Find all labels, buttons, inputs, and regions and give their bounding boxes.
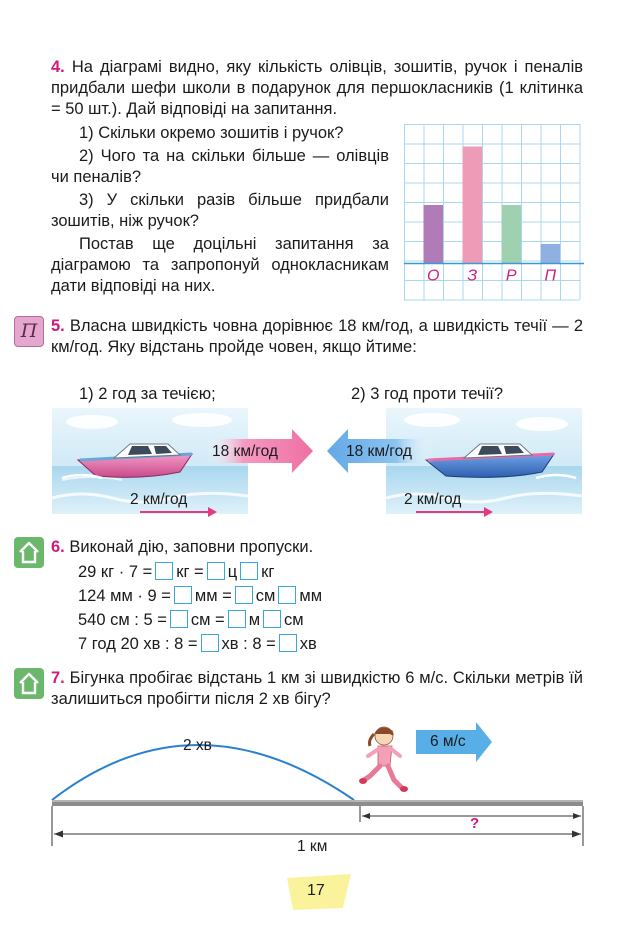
task4-text: На діаграмі видно, яку кількість олівців, зошитів, ручок і пеналів придбали шефи школи в подарунок для першокласників (1 клітинка = 50 шт.). Дай відповіді на запитання.: [51, 58, 583, 118]
bar-1: [424, 205, 444, 264]
answer-box[interactable]: [278, 586, 296, 604]
answer-box[interactable]: [263, 610, 281, 628]
answer-box[interactable]: [240, 562, 258, 580]
unit: см: [255, 587, 276, 605]
task5-number: 5.: [51, 317, 65, 335]
bar-2: [463, 147, 483, 264]
distance-label: 1 км: [297, 838, 328, 855]
unit: ц: [227, 563, 238, 581]
speed-label: 6 м/с: [430, 733, 466, 750]
bar-3: [502, 205, 522, 264]
task4-q3: 3) У скільки разів більше придбали зошитів, ніж ручок?: [51, 191, 389, 230]
page-number: 17: [307, 882, 325, 899]
house-icon: [14, 537, 44, 568]
current-speed-label-2: 2 км/год: [404, 491, 462, 508]
answer-box[interactable]: [279, 634, 297, 652]
answer-box[interactable]: [201, 634, 219, 652]
task5-option-1: 1) 2 год за течією;: [79, 385, 216, 403]
task5-text: Власна швидкість човна дорівнює 18 км/год, а швидкість течії — 2 км/год. Яку відстань пройде човен, якщо йтиме:: [51, 317, 583, 356]
task4-questions: [51, 123, 389, 297]
category-label-2: З: [467, 267, 478, 285]
task4-q2: 2) Чого та на скільки більше — олівців чи пеналів?: [51, 147, 389, 186]
answer-box[interactable]: [170, 610, 188, 628]
expr-3: 540 см : 5 =: [78, 611, 167, 629]
task5-text-block: [51, 316, 583, 358]
task4-intro: [51, 57, 583, 120]
task6-line-4: [78, 634, 317, 655]
task7-text-block: [51, 668, 583, 710]
unit: см: [284, 611, 304, 629]
task4-q1: 1) Скільки окремо зошитів і ручок?: [79, 124, 344, 142]
current-arrow-2: [416, 506, 494, 518]
unit: кг: [261, 563, 275, 581]
category-label-1: О: [427, 267, 440, 285]
unit: хв: [299, 635, 317, 653]
category-label-4: П: [544, 267, 557, 285]
task7-home-tag: [14, 668, 44, 699]
task6-home-tag: [14, 537, 44, 568]
boat-speed-label-1: 18 км/год: [212, 443, 278, 460]
question-mark: ?: [470, 815, 480, 832]
unit: см =: [190, 611, 225, 629]
current-speed-label-1: 2 км/год: [130, 491, 188, 508]
task7-number: 7.: [51, 669, 65, 687]
task4-q4: Постав ще доцільні запитання за діаграмою та запропонуй однокласникам дати відповіді на них.: [51, 235, 389, 295]
task6-line-1: [78, 562, 274, 583]
unit: хв : 8 =: [221, 635, 276, 653]
unit: мм =: [194, 587, 232, 605]
unit: м: [248, 611, 261, 629]
unit: мм: [299, 587, 323, 605]
expr-1: 29 кг · 7 =: [78, 563, 153, 581]
bar-chart: [404, 124, 584, 304]
answer-box[interactable]: [155, 562, 173, 580]
task6-number: 6.: [51, 538, 65, 556]
task7-text: Бігунка пробігає відстань 1 км зі швидкістю 6 м/с. Скільки метрів їй залишиться пробігти після 2 хв бігу?: [51, 669, 583, 708]
bar-4: [541, 244, 561, 264]
chart-categories: [427, 268, 556, 285]
task6-line-3: [78, 610, 304, 631]
task6-line-2: [78, 586, 322, 607]
time-label: 2 хв: [183, 737, 212, 754]
task5-tag-letter: П: [20, 320, 38, 342]
answer-box[interactable]: [228, 610, 246, 628]
task4-number: 4.: [51, 58, 65, 76]
task5-tag: [14, 316, 44, 347]
house-icon: [14, 668, 44, 699]
category-label-3: Р: [505, 267, 517, 285]
unit: кг =: [176, 563, 204, 581]
task6-text: Виконай дію, заповни пропуски.: [69, 538, 314, 556]
expr-4: 7 год 20 хв : 8 =: [78, 635, 198, 653]
task6-heading: [51, 537, 313, 558]
answer-box[interactable]: [207, 562, 225, 580]
runner-girl: [359, 727, 408, 792]
task5-option-2: 2) 3 год проти течії?: [351, 385, 504, 403]
answer-box[interactable]: [174, 586, 192, 604]
boat-speed-label-2: 18 км/год: [346, 443, 412, 460]
expr-2: 124 мм · 9 =: [78, 587, 171, 605]
current-arrow-1: [140, 506, 218, 518]
answer-box[interactable]: [235, 586, 253, 604]
